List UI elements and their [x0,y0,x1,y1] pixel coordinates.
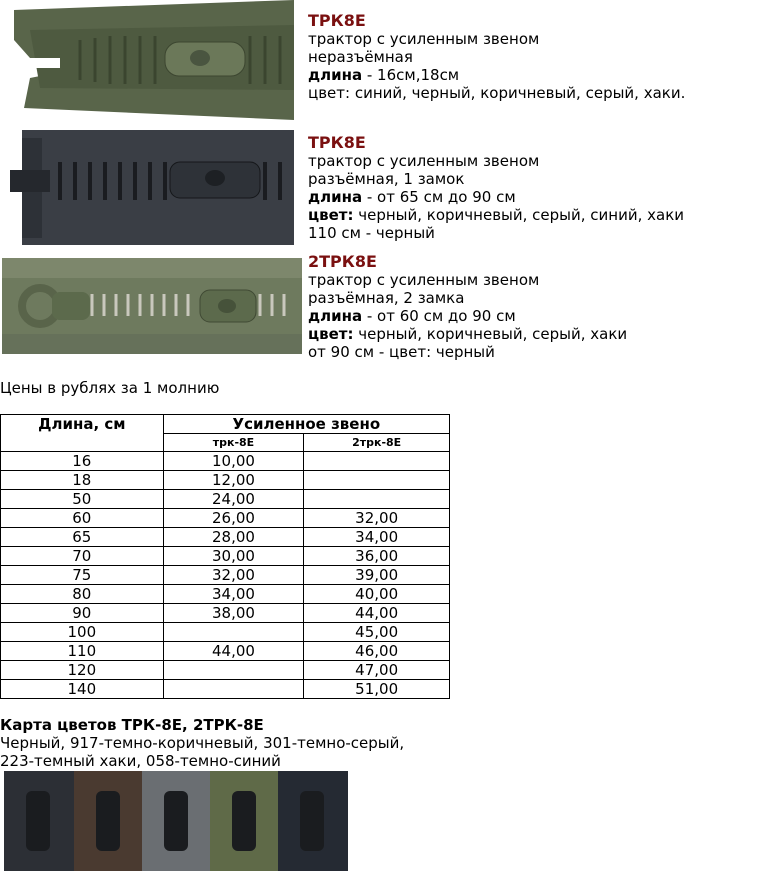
color-label: цвет: [308,325,354,343]
product-block-3 [308,253,627,361]
table-row [1,661,450,680]
2trk-price-cell: 51,00 [304,680,450,699]
length-value: - от 65 см до 90 см [362,188,516,206]
length-cell: 140 [1,680,164,699]
table-row [1,623,450,642]
length-cell: 60 [1,509,164,528]
length-cell: 120 [1,661,164,680]
2trk-price-cell: 40,00 [304,585,450,604]
length-label: длина [308,66,363,84]
prices-caption: Цены в рублях за 1 молнию [0,379,220,397]
product-kind: разъёмная, 2 замка [308,289,465,307]
2trk-price-cell: 45,00 [304,623,450,642]
trk-price-cell: 34,00 [163,585,304,604]
2trk-price-cell: 44,00 [304,604,450,623]
2trk-price-cell [304,471,450,490]
table-row [1,642,450,661]
length-cell: 18 [1,471,164,490]
product-block-1 [308,12,685,102]
2trk-price-cell: 46,00 [304,642,450,661]
2trk-price-cell: 47,00 [304,661,450,680]
length-cell: 50 [1,490,164,509]
product-kind: неразъёмная [308,48,413,66]
product-title: ТРК8Е [308,11,366,30]
2trk-price-cell: 36,00 [304,547,450,566]
table-row [1,604,450,623]
2trk-price-cell: 39,00 [304,566,450,585]
product-title: 2ТРК8Е [308,252,377,271]
zipper-photo-khaki [2,258,302,354]
col-trk-header: трк-8Е [163,434,304,452]
product-colors [308,206,684,224]
table-row [1,680,450,699]
2trk-price-cell: 34,00 [304,528,450,547]
col-length-header: Длина, см [1,415,164,452]
product-extra: 110 см - черный [308,224,435,242]
color-value: черный, коричневый, серый, хаки [353,325,628,343]
length-label: длина [308,307,363,325]
length-cell: 90 [1,604,164,623]
product-colors [308,325,627,343]
color-label: цвет: [308,206,354,224]
trk-price-cell: 44,00 [163,642,304,661]
trk-price-cell [163,680,304,699]
product-type: трактор с усиленным звеном [308,30,540,48]
product-type: трактор с усиленным звеном [308,152,540,170]
2trk-price-cell [304,490,450,509]
trk-price-cell: 38,00 [163,604,304,623]
product-type: трактор с усиленным звеном [308,271,540,289]
2trk-price-cell [304,452,450,471]
table-row [1,490,450,509]
table-row [1,471,450,490]
col-2trk-header: 2трк-8Е [304,434,450,452]
trk-price-cell: 24,00 [163,490,304,509]
table-row [1,585,450,604]
length-cell: 80 [1,585,164,604]
length-label: длина [308,188,363,206]
product-kind: разъёмная, 1 замок [308,170,465,188]
color-map-heading: Карта цветов ТРК-8Е, 2ТРК-8Е [0,716,264,734]
length-value: - 16см,18см [362,66,460,84]
trk-price-cell: 12,00 [163,471,304,490]
trk-price-cell: 30,00 [163,547,304,566]
length-cell: 70 [1,547,164,566]
trk-price-cell: 26,00 [163,509,304,528]
product-length [308,307,627,325]
product-colors: цвет: синий, черный, коричневый, серый, хаки. [308,84,686,102]
price-table [0,414,450,699]
trk-price-cell: 28,00 [163,528,304,547]
product-length [308,66,685,84]
color-swatches-photo [4,771,348,871]
product-title: ТРК8Е [308,133,366,152]
length-cell: 65 [1,528,164,547]
product-extra: от 90 см - цвет: черный [308,343,495,361]
2trk-price-cell: 32,00 [304,509,450,528]
length-cell: 75 [1,566,164,585]
zipper-photo-black [10,130,294,245]
trk-price-cell [163,661,304,680]
length-cell: 16 [1,452,164,471]
color-map-line: Черный, 917-темно-коричневый, 301-темно-серый, [0,734,405,752]
trk-price-cell: 10,00 [163,452,304,471]
table-row [1,509,450,528]
trk-price-cell [163,623,304,642]
zipper-photo-olive [0,0,294,120]
product-block-2 [308,134,684,242]
table-row [1,547,450,566]
col-group-header: Усиленное звено [163,415,449,434]
color-map-line: 223-темный хаки, 058-темно-синий [0,752,281,770]
length-cell: 110 [1,642,164,661]
length-cell: 100 [1,623,164,642]
table-row [1,528,450,547]
length-value: - от 60 см до 90 см [362,307,516,325]
color-value: черный, коричневый, серый, синий, хаки [353,206,685,224]
color-map [0,716,404,770]
product-length [308,188,684,206]
trk-price-cell: 32,00 [163,566,304,585]
table-row [1,452,450,471]
table-row [1,566,450,585]
